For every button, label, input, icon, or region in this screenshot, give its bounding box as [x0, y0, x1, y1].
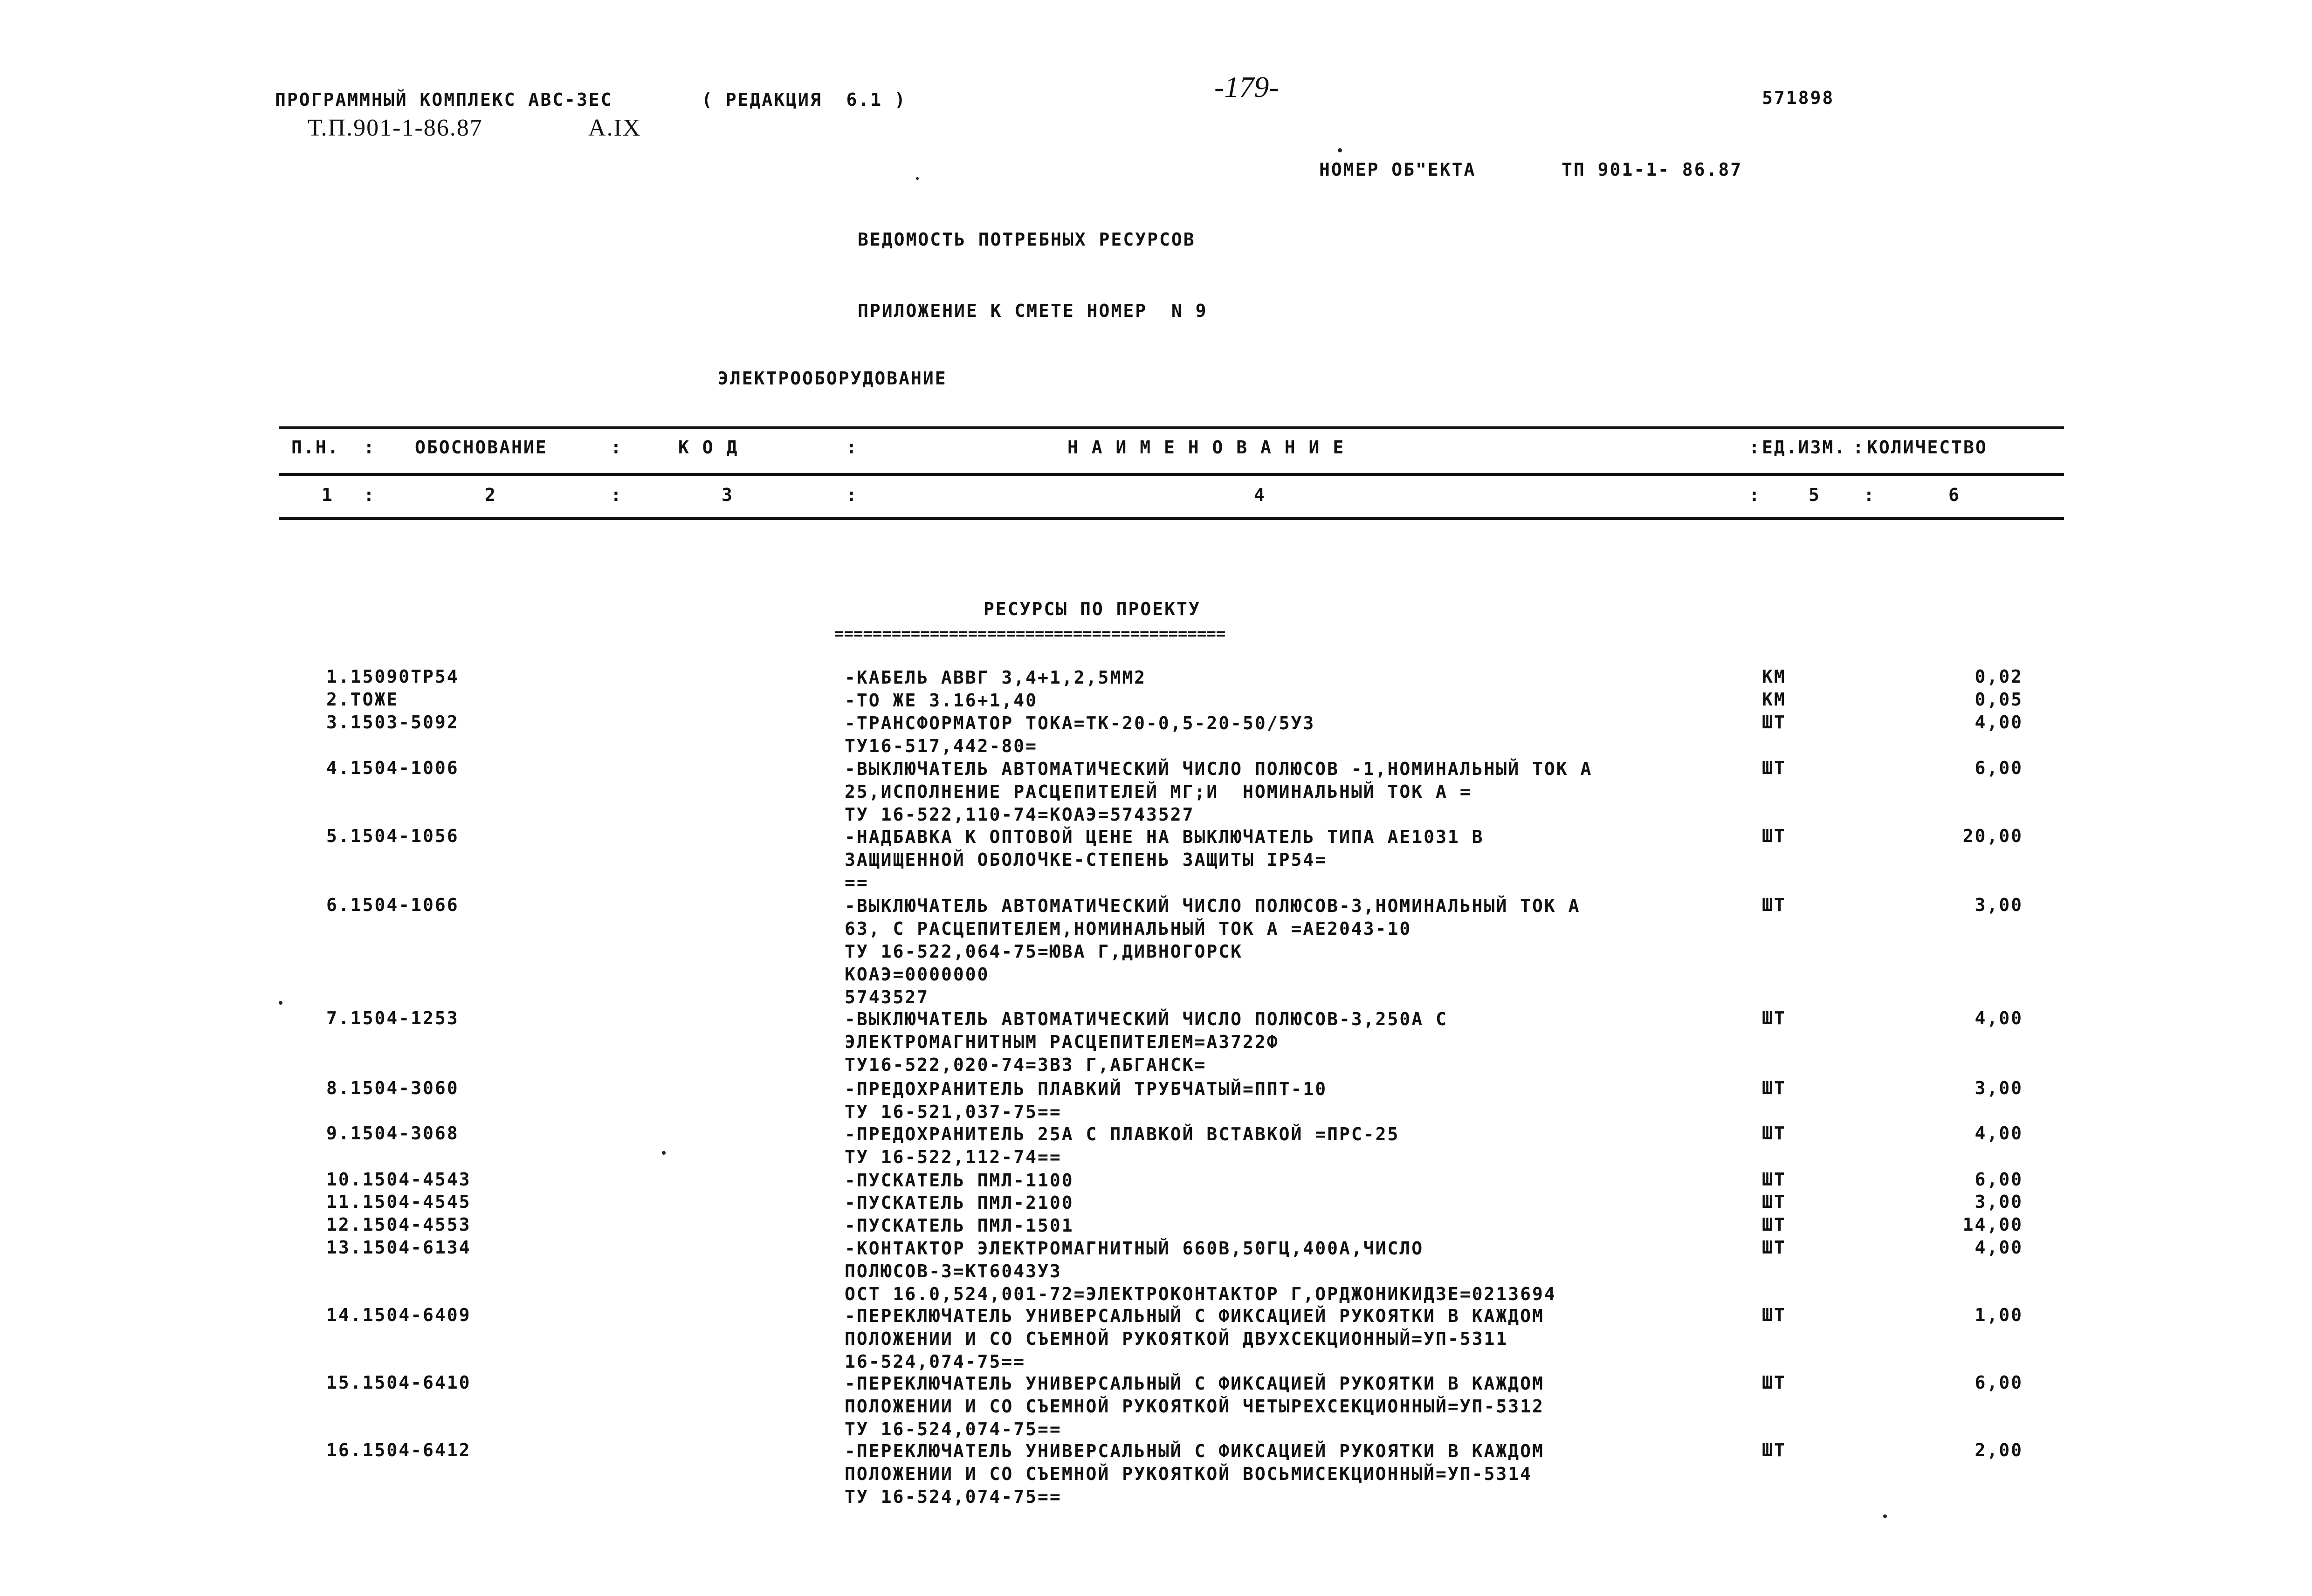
row-name: -ПРЕДОХРАНИТЕЛЬ 25А С ПЛАВКОЙ ВСТАВКОЙ =ПРС-25 ТУ 16-522,112-74== [845, 1124, 1400, 1167]
row-code: 11.1504-4545 [326, 1192, 471, 1212]
appendix-title: ПРИЛОЖЕНИЕ К СМЕТЕ НОМЕР N 9 [858, 301, 1208, 321]
resources-underline: ========================================= [834, 624, 1226, 643]
row-name: -ПУСКАТЕЛЬ ПМЛ-1100 [845, 1170, 1074, 1191]
row-unit: ШТ [1762, 1192, 1786, 1212]
row-code: 16.1504-6412 [326, 1440, 471, 1460]
row-qty: 6,00 [1975, 1372, 2023, 1393]
col-header-unit: ЕД.ИЗМ. [1762, 437, 1847, 458]
row-name: -ТО ЖЕ 3.16+1,40 [845, 690, 1038, 711]
row-code: 13.1504-6134 [326, 1237, 471, 1258]
row-name: -ПУСКАТЕЛЬ ПМЛ-1501 [845, 1215, 1074, 1236]
row-code: 1.15090ТР54 [326, 666, 459, 687]
row-unit: ШТ [1762, 1008, 1786, 1028]
table-mid-rule [279, 473, 2064, 476]
row-unit: ШТ [1762, 1305, 1786, 1325]
resources-title: РЕСУРСЫ ПО ПРОЕКТУ [984, 599, 1201, 619]
row-code: 5.1504-1056 [326, 826, 459, 846]
row-qty: 4,00 [1975, 1237, 2023, 1258]
statement-title: ВЕДОМОСТЬ ПОТРЕБНЫХ РЕСУРСОВ [858, 229, 1196, 250]
row-qty: 2,00 [1975, 1440, 2023, 1460]
scan-speck [662, 1151, 666, 1155]
row-code: 4.1504-1006 [326, 758, 459, 778]
row-unit: КМ [1762, 689, 1786, 710]
section-title: ЭЛЕКТРООБОРУДОВАНИЕ [718, 368, 947, 389]
row-qty: 3,00 [1975, 895, 2023, 915]
sheet-number: 571898 [1762, 88, 1835, 108]
row-code: 3.1503-5092 [326, 712, 459, 733]
row-code: 6.1504-1066 [326, 895, 459, 915]
row-code: 8.1504-3060 [326, 1078, 459, 1098]
row-unit: ШТ [1762, 1123, 1786, 1144]
row-unit: ШТ [1762, 1169, 1786, 1190]
scan-speck [1338, 148, 1342, 152]
col-header-qty: КОЛИЧЕСТВО [1867, 437, 1988, 458]
col-header-pn: П.Н. [291, 437, 340, 458]
row-unit: ШТ [1762, 895, 1786, 915]
row-name: -ВЫКЛЮЧАТЕЛЬ АВТОМАТИЧЕСКИЙ ЧИСЛО ПОЛЮСОВ -1,НОМИНАЛЬНЫЙ ТОК А 25,ИСПОЛНЕНИЕ РАСЦЕПИТЕЛЕЙ МГ;И НОМИНАЛЬНЫЙ ТОК А = ТУ 16-522,110-74=КОАЭ=5743527 [845, 759, 1593, 825]
row-unit: ШТ [1762, 758, 1786, 778]
row-unit: ШТ [1762, 1372, 1786, 1393]
album-label: А.IX [588, 115, 641, 141]
row-code: 2.ТОЖЕ [326, 689, 399, 710]
row-unit: ШТ [1762, 1237, 1786, 1258]
row-unit: ШТ [1762, 712, 1786, 733]
row-code: 14.1504-6409 [326, 1305, 471, 1325]
row-qty: 4,00 [1975, 1123, 2023, 1144]
row-qty: 4,00 [1975, 712, 2023, 733]
row-code: 7.1504-1253 [326, 1008, 459, 1028]
scan-speck [916, 177, 919, 180]
scan-speck [1883, 1514, 1887, 1518]
col-header-name: Н А И М Е Н О В А Н И Е [1067, 437, 1345, 458]
row-name: -ПРЕДОХРАНИТЕЛЬ ПЛАВКИЙ ТРУБЧАТЫЙ=ППТ-10 ТУ 16-521,037-75== [845, 1079, 1328, 1122]
row-name: -КОНТАКТОР ЭЛЕКТРОМАГНИТНЫЙ 660В,50ГЦ,400А,ЧИСЛО ПОЛЮСОВ-3=КТ6043У3 ОСТ 16.0,524,001-72=ЭЛЕКТРОКОНТАКТОР Г,ОРДЖОНИКИДЗЕ=0213694 [845, 1238, 1556, 1304]
col-num-6: 6 [1948, 485, 1961, 505]
edition-label: ( РЕДАКЦИЯ 6.1 ) [702, 89, 907, 110]
row-qty: 6,00 [1975, 1169, 2023, 1190]
row-name: -ПЕРЕКЛЮЧАТЕЛЬ УНИВЕРСАЛЬНЫЙ С ФИКСАЦИЕЙ РУКОЯТКИ В КАЖДОМ ПОЛОЖЕНИИ И СО СЪЕМНОЙ РУКОЯТКОЙ ДВУХСЕКЦИОННЫЙ=УП-5311 16-524,074-75== [845, 1306, 1544, 1372]
row-unit: ШТ [1762, 1078, 1786, 1098]
row-qty: 1,00 [1975, 1305, 2023, 1325]
row-name: -ПЕРЕКЛЮЧАТЕЛЬ УНИВЕРСАЛЬНЫЙ С ФИКСАЦИЕЙ РУКОЯТКИ В КАЖДОМ ПОЛОЖЕНИИ И СО СЪЕМНОЙ РУКОЯТКОЙ ЧЕТЫРЕХСЕКЦИОННЫЙ=УП-5312 ТУ 16-524,074-75== [845, 1373, 1544, 1439]
row-qty: 14,00 [1962, 1214, 2023, 1235]
row-unit: ШТ [1762, 1440, 1786, 1460]
row-unit: КМ [1762, 666, 1786, 687]
row-qty: 0,02 [1975, 666, 2023, 687]
row-qty: 3,00 [1975, 1078, 2023, 1098]
col-num-4: 4 [1254, 485, 1266, 505]
page-number: -179- [1214, 70, 1279, 103]
row-unit: ШТ [1762, 1214, 1786, 1235]
col-header-basis: ОБОСНОВАНИЕ [415, 437, 548, 458]
col-num-3: 3 [722, 485, 734, 505]
row-qty: 3,00 [1975, 1192, 2023, 1212]
row-code: 9.1504-3068 [326, 1123, 459, 1144]
row-code: 12.1504-4553 [326, 1214, 471, 1235]
scan-speck [279, 1001, 282, 1005]
col-num-5: 5 [1809, 485, 1821, 505]
row-qty: 6,00 [1975, 758, 2023, 778]
row-name: -ТРАНСФОРМАТОР ТОКА=ТК-20-0,5-20-50/5У3 ТУ16-517,442-80= [845, 713, 1315, 756]
row-name: -ВЫКЛЮЧАТЕЛЬ АВТОМАТИЧЕСКИЙ ЧИСЛО ПОЛЮСОВ-3,НОМИНАЛЬНЫЙ ТОК А 63, С РАСЦЕПИТЕЛЕМ,НОМИНАЛЬНЫЙ ТОК А =АЕ2043-10 ТУ 16-522,064-75=ЮВА Г,ДИВНОГОРСК КОАЭ=0000000 5743527 [845, 896, 1581, 1007]
row-name: -НАДБАВКА К ОПТОВОЙ ЦЕНЕ НА ВЫКЛЮЧАТЕЛЬ ТИПА АЕ1031 В ЗАЩИЩЕННОЙ ОБОЛОЧКЕ-СТЕПЕНЬ ЗАЩИТЫ IP54= == [845, 827, 1484, 893]
row-qty: 0,05 [1975, 689, 2023, 710]
row-name: -ВЫКЛЮЧАТЕЛЬ АВТОМАТИЧЕСКИЙ ЧИСЛО ПОЛЮСОВ-3,250А С ЭЛЕКТРОМАГНИТНЫМ РАСЦЕПИТЕЛЕМ=А3722Ф ТУ16-522,020-74=ЗВЗ Г,АБГАНСК= [845, 1009, 1448, 1075]
row-qty: 20,00 [1962, 826, 2023, 846]
row-code: 10.1504-4543 [326, 1169, 471, 1190]
table-top-rule [279, 426, 2064, 429]
row-name: -КАБЕЛЬ АВВГ 3,4+1,2,5ММ2 [845, 667, 1146, 688]
doc-code: Т.П.901-1-86.87 [308, 115, 483, 141]
object-number: ТП 901-1- 86.87 [1562, 159, 1743, 180]
col-header-code: К О Д [678, 437, 739, 458]
program-name: ПРОГРАММНЫЙ КОМПЛЕКС АВС-3ЕС [275, 89, 613, 110]
object-number-label: НОМЕР ОБ"ЕКТА [1319, 159, 1476, 180]
row-code: 15.1504-6410 [326, 1372, 471, 1393]
table-bottom-rule [279, 517, 2064, 520]
row-name: -ПЕРЕКЛЮЧАТЕЛЬ УНИВЕРСАЛЬНЫЙ С ФИКСАЦИЕЙ РУКОЯТКИ В КАЖДОМ ПОЛОЖЕНИИ И СО СЪЕМНОЙ РУКОЯТКОЙ ВОСЬМИСЕКЦИОННЫЙ=УП-5314 ТУ 16-524,074-75== [845, 1441, 1544, 1507]
col-num-2: 2 [485, 485, 497, 505]
row-qty: 4,00 [1975, 1008, 2023, 1028]
row-unit: ШТ [1762, 826, 1786, 846]
col-num-1: 1 [322, 485, 334, 505]
row-name: -ПУСКАТЕЛЬ ПМЛ-2100 [845, 1192, 1074, 1213]
